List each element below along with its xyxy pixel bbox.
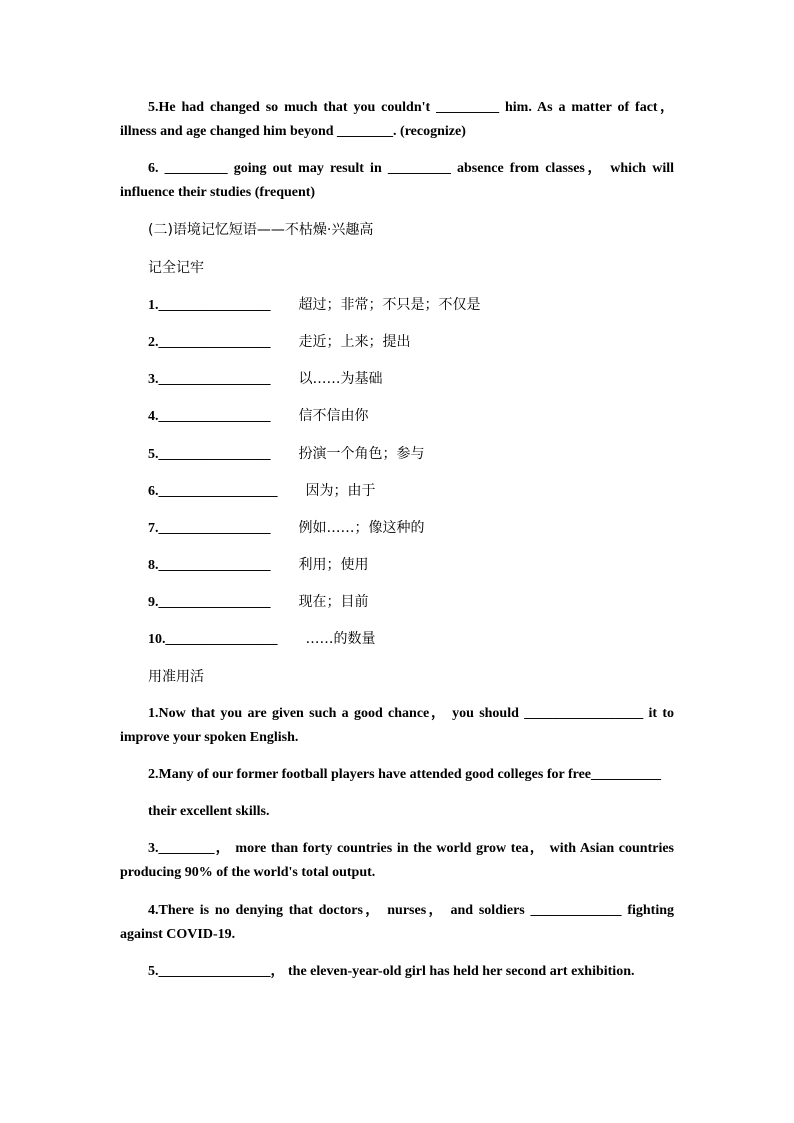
- practice-question: [120, 702, 674, 750]
- phrase-meaning: 利用；使用: [298, 557, 369, 574]
- phrase-blank: 2.________________: [148, 334, 271, 350]
- question-line: producing 90% of the world's total output.: [120, 865, 376, 881]
- phrase-meaning: 信不信由你: [298, 408, 369, 425]
- exercise-paragraph: [120, 96, 674, 144]
- practice-question: [120, 899, 674, 947]
- phrase-item: [120, 516, 674, 540]
- practice-heading: 用准用活: [148, 668, 204, 685]
- phrase-blank: 8.________________: [148, 558, 271, 574]
- phrase-blank: 4.________________: [148, 409, 271, 425]
- phrase-item: [120, 442, 674, 466]
- phrase-meaning: 例如……；像这种的: [298, 519, 425, 536]
- phrase-blank: 1.________________: [148, 297, 271, 313]
- phrase-blank: 10.________________: [148, 632, 278, 648]
- question-line: 4.There is no denying that doctors， nurses， and soldiers _____________ fighting: [148, 902, 674, 918]
- practice-question: [120, 763, 674, 787]
- question-line: 2.Many of our former football players have attended good colleges for free__________: [148, 767, 662, 782]
- exercise-line: 5.He had changed so much that you couldn't _________ him. As a matter of fact，: [148, 100, 674, 115]
- memorize-heading: 记全记牢: [148, 259, 204, 276]
- exercise-line: influence their studies (frequent): [120, 185, 316, 201]
- question-line: improve your spoken English.: [120, 729, 299, 745]
- phrase-item: [120, 367, 674, 391]
- worksheet-content: [120, 96, 674, 997]
- phrase-blank: 6._________________: [148, 483, 278, 499]
- phrase-meaning: 因为；由于: [305, 482, 376, 499]
- section-title: (二)语境记忆短语——不枯燥·兴趣高: [148, 222, 374, 239]
- practice-question: [120, 960, 674, 984]
- phrase-meaning: 扮演一个角色；参与: [298, 445, 425, 462]
- phrase-blank: 9.________________: [148, 595, 271, 611]
- practice-question: [120, 837, 674, 885]
- word-form-exercises: [120, 96, 674, 205]
- phrase-meaning: ……的数量: [305, 631, 376, 648]
- question-line: 5.________________， the eleven-year-old girl has held her second art exhibition.: [148, 963, 635, 979]
- phrase-blank: 7.________________: [148, 520, 271, 536]
- practice-question-continuation: [120, 800, 674, 824]
- phrase-blank: 3.________________: [148, 372, 271, 388]
- phrase-meaning: 走近；上来；提出: [298, 333, 411, 350]
- phrase-item: [120, 590, 674, 614]
- phrase-item: [120, 627, 674, 651]
- phrase-item: [120, 404, 674, 428]
- phrase-item: [120, 553, 674, 577]
- question-line: against COVID-19.: [120, 926, 236, 942]
- phrase-meaning: 以……为基础: [298, 371, 383, 388]
- phrase-section: [120, 218, 674, 983]
- question-line: 3.________， more than forty countries in the world grow tea， with Asian countries: [148, 841, 674, 857]
- phrase-meaning: 超过；非常；不只是；不仅是: [298, 296, 481, 313]
- phrase-item: [120, 293, 674, 317]
- phrase-blank: 5.________________: [148, 446, 271, 462]
- question-line: their excellent skills.: [148, 804, 270, 820]
- exercise-line: 6. _________ going out may result in _________ absence from classes， which will: [148, 161, 674, 177]
- phrase-item: [120, 330, 674, 354]
- exercise-line: illness and age changed him beyond ________. (recognize): [120, 124, 466, 139]
- phrase-item: [120, 479, 674, 503]
- phrase-meaning: 现在；目前: [298, 594, 369, 611]
- question-line: 1.Now that you are given such a good chance， you should _________________ it to: [148, 705, 674, 721]
- exercise-paragraph: [120, 157, 674, 205]
